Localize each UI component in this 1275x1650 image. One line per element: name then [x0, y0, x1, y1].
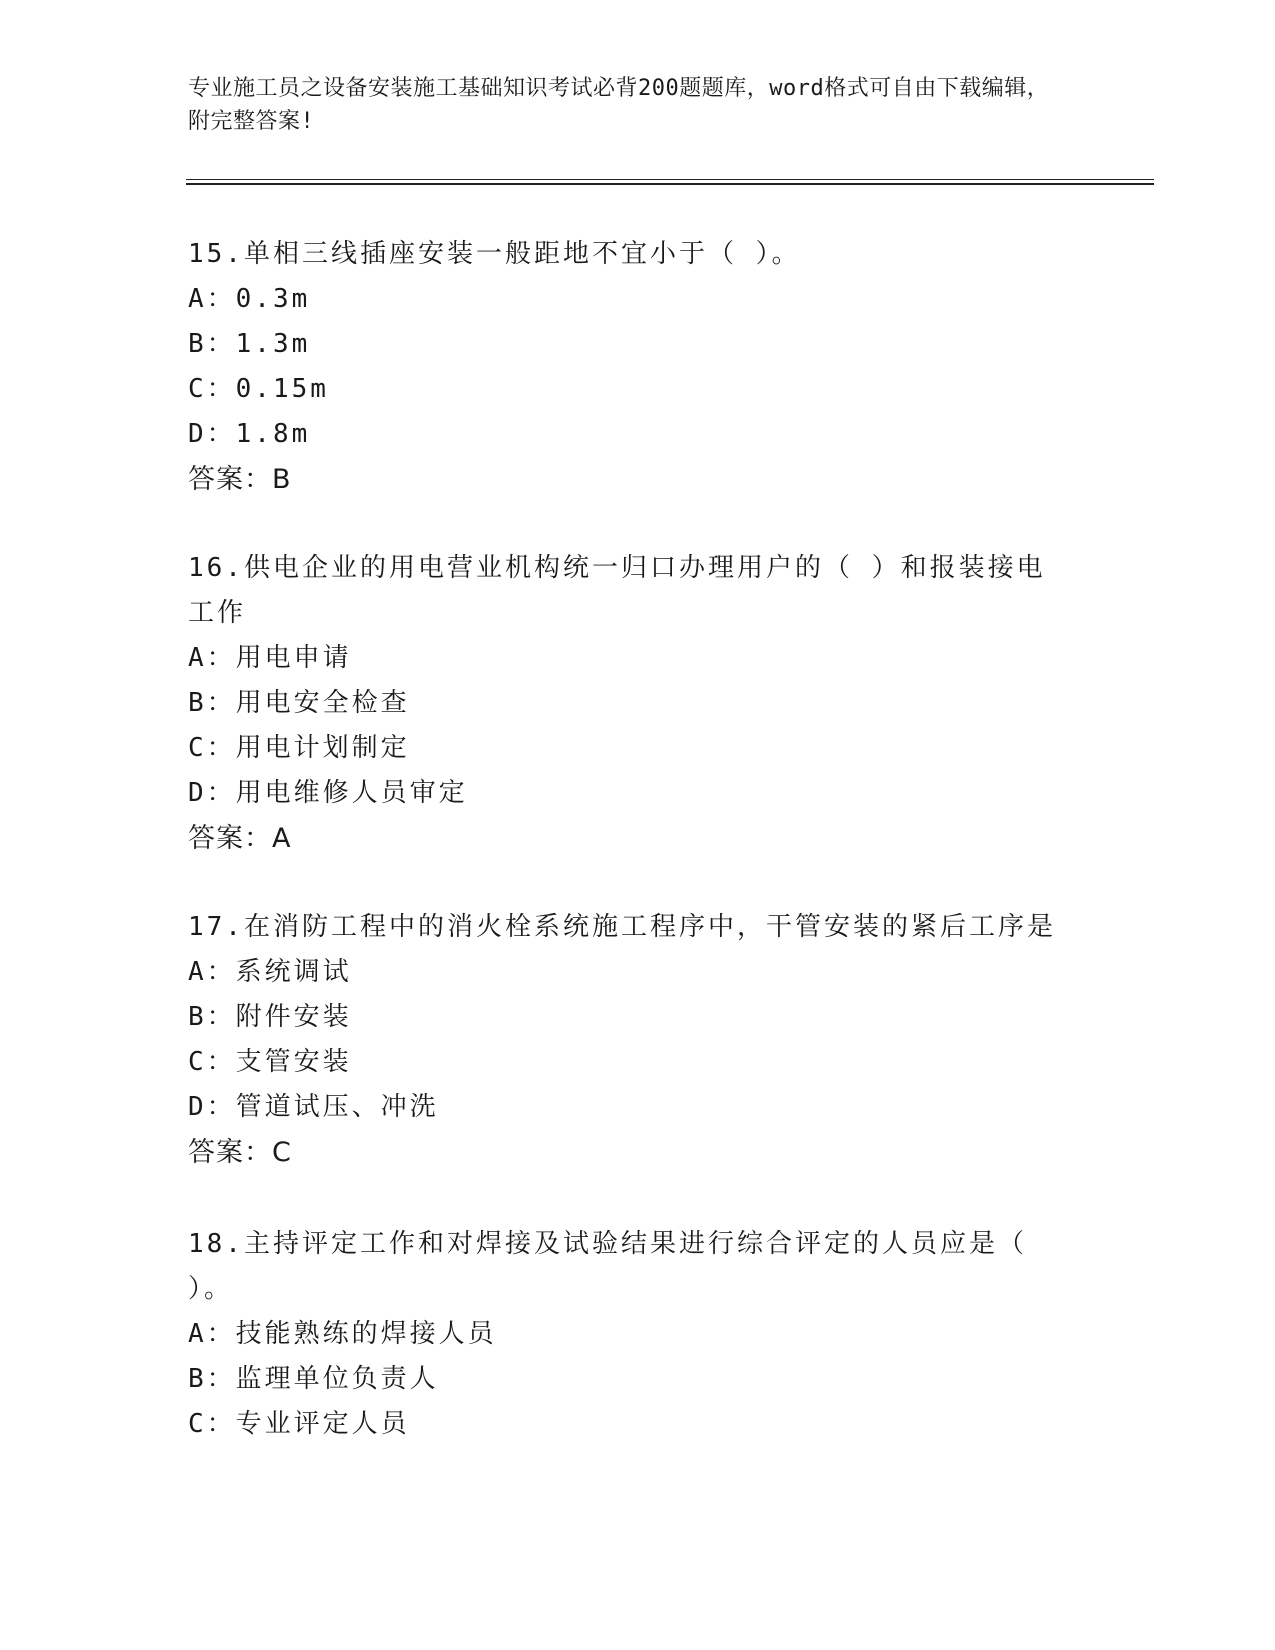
option-a: A：技能熟练的焊接人员: [188, 1319, 497, 1349]
option-d: D：管道试压、冲洗: [188, 1092, 439, 1122]
option-c: C：专业评定人员: [188, 1409, 410, 1439]
question-17: [188, 905, 1068, 1175]
option-c: C：用电计划制定: [188, 733, 410, 763]
option-b: B：1.3m: [188, 329, 311, 359]
question-stem: 15.单相三线插座安装一般距地不宜小于（ ）。: [188, 239, 801, 269]
option-a: A：用电申请: [188, 643, 352, 673]
option-c: C：支管安装: [188, 1047, 352, 1077]
answer: 答案：A: [188, 823, 292, 854]
option-b: B：附件安装: [188, 1002, 352, 1032]
header-divider-thin: [186, 179, 1154, 180]
option-b: B：用电安全检查: [188, 688, 410, 718]
option-d: D：1.8m: [188, 419, 311, 449]
question-16: [188, 546, 1068, 861]
question-stem: 16.供电企业的用电营业机构统一归口办理用户的（ ）和报装接电工作: [188, 553, 1046, 628]
answer: 答案：B: [188, 464, 292, 495]
option-a: A：0.3m: [188, 284, 311, 314]
header-divider-thick: [186, 183, 1154, 185]
option-d: D：用电维修人员审定: [188, 778, 468, 808]
answer: 答案：C: [188, 1137, 292, 1168]
question-15: [188, 232, 1068, 502]
option-c: C：0.15m: [188, 374, 329, 404]
document-title: 专业施工员之设备安装施工基础知识考试必背200题题库，word格式可自由下载编辑，附完整答案!: [188, 76, 1050, 134]
question-stem: 18.主持评定工作和对焊接及试验结果进行综合评定的人员应是（ ）。: [188, 1229, 1027, 1304]
question-18: [188, 1222, 1068, 1447]
option-b: B：监理单位负责人: [188, 1364, 439, 1394]
question-stem: 17.在消防工程中的消火栓系统施工程序中，干管安装的紧后工序是: [188, 912, 1056, 942]
option-a: A：系统调试: [188, 957, 352, 987]
